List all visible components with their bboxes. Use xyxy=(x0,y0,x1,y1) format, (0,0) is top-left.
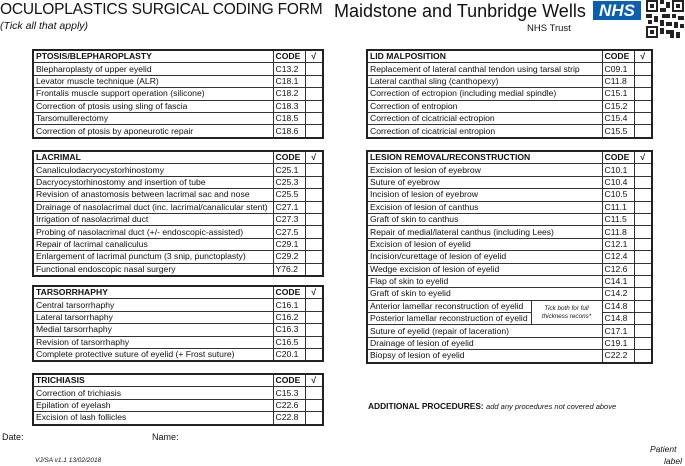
tick-box-checkbox[interactable] xyxy=(634,189,652,201)
procedure-code: C17.1 xyxy=(602,325,634,337)
procedure-code: C18.3 xyxy=(273,100,305,112)
table-row xyxy=(367,238,652,250)
table-row xyxy=(33,251,323,263)
procedure-description: Epilation of eyelash xyxy=(33,399,273,411)
section-title: LESION REMOVAL/RECONSTRUCTION xyxy=(367,151,602,164)
procedure-code: C18.6 xyxy=(273,125,305,138)
table-row xyxy=(367,189,652,201)
tick-box-checkbox[interactable] xyxy=(305,63,323,75)
procedure-description: Graft of skin to canthus xyxy=(367,213,602,225)
table-row xyxy=(367,337,652,349)
procedure-description: Flap of skin to eyelid xyxy=(367,275,602,287)
tick-box-checkbox[interactable] xyxy=(305,75,323,87)
section-title: LACRIMAL xyxy=(33,151,273,164)
tick-box-checkbox[interactable] xyxy=(634,75,652,87)
tick-box-checkbox[interactable] xyxy=(305,164,323,176)
procedure-description: Levator muscle technique (ALR) xyxy=(33,75,273,87)
table-row xyxy=(367,213,652,225)
procedure-description: Drainage of lesion of eyelid xyxy=(367,337,602,349)
procedure-code: C11.1 xyxy=(602,201,634,213)
code-column-header: CODE xyxy=(273,151,305,164)
procedure-code: C16.5 xyxy=(273,336,305,348)
date-label: Date: xyxy=(2,432,24,442)
tick-box-checkbox[interactable] xyxy=(305,412,323,425)
procedure-code: C29.2 xyxy=(273,251,305,263)
tick-column-header: √ xyxy=(305,50,323,63)
procedure-code: C15.5 xyxy=(602,125,634,138)
tick-box-checkbox[interactable] xyxy=(634,226,652,238)
version-text: VJ/SA v1.1 13/02/2018 xyxy=(35,457,102,464)
tick-box-checkbox[interactable] xyxy=(305,238,323,250)
procedure-code: C18.2 xyxy=(273,88,305,100)
table-row xyxy=(33,164,323,176)
procedure-description: Anterior lamellar reconstruction of eyelid xyxy=(367,300,531,312)
procedure-code: C27.5 xyxy=(273,226,305,238)
procedure-code: C15.1 xyxy=(602,88,634,100)
tick-box-checkbox[interactable] xyxy=(305,311,323,323)
code-column-header: CODE xyxy=(602,50,634,63)
table-row xyxy=(33,226,323,238)
tick-box-checkbox[interactable] xyxy=(305,336,323,348)
procedure-description: Correction of ptosis using sling of fascia xyxy=(33,100,273,112)
procedure-code: C12.1 xyxy=(602,238,634,250)
procedure-code: C14.1 xyxy=(602,275,634,287)
procedure-description: Complete protective suture of eyelid (+ Frost suture) xyxy=(33,348,273,361)
table-row xyxy=(33,176,323,188)
tick-box-checkbox[interactable] xyxy=(634,288,652,300)
procedure-description: Correction of ectropion (including medial spindle) xyxy=(367,88,602,100)
procedure-code: C29.1 xyxy=(273,238,305,250)
procedure-code: C15.3 xyxy=(273,387,305,399)
tick-box-checkbox[interactable] xyxy=(634,350,652,363)
procedure-code: C09.1 xyxy=(602,63,634,75)
additional-procedures-label: ADDITIONAL PROCEDURES: xyxy=(368,401,484,411)
procedure-code: C25.5 xyxy=(273,189,305,201)
table-row xyxy=(33,299,323,311)
procedure-code: C15.4 xyxy=(602,112,634,124)
procedure-description: Central tarsorrhaphy xyxy=(33,299,273,311)
name-label: Name: xyxy=(152,432,179,442)
tick-box-checkbox[interactable] xyxy=(305,263,323,276)
section-title: PTOSIS/BLEPHAROPLASTY xyxy=(33,50,273,63)
tick-box-checkbox[interactable] xyxy=(305,88,323,100)
procedure-code: C10.4 xyxy=(602,176,634,188)
tick-box-checkbox[interactable] xyxy=(634,325,652,337)
procedure-code: C16.2 xyxy=(273,311,305,323)
procedure-description: Excision of lesion of eyelid xyxy=(367,238,602,250)
procedure-description: Repair of lacrimal canaliculus xyxy=(33,238,273,250)
procedure-code: C10.5 xyxy=(602,189,634,201)
procedure-description: Correction of cicatricial ectropion xyxy=(367,112,602,124)
procedure-code: C10.1 xyxy=(602,164,634,176)
tick-box-checkbox[interactable] xyxy=(634,176,652,188)
procedure-description: Biopsy of lesion of eyelid xyxy=(367,350,602,363)
table-row xyxy=(33,412,323,425)
tarsorrhaphy-table xyxy=(32,285,324,362)
additional-procedures xyxy=(368,401,616,411)
tick-box-checkbox[interactable] xyxy=(305,100,323,112)
procedure-description: Drainage of nasolacrimal duct (inc. lacrimal/canalicular stent) xyxy=(33,201,273,213)
procedure-code: C19.1 xyxy=(602,337,634,349)
procedure-description: Correction of cicatricial entropion xyxy=(367,125,602,138)
procedure-code: C11.8 xyxy=(602,75,634,87)
procedure-code: C22.2 xyxy=(602,350,634,363)
table-row xyxy=(33,263,323,276)
procedure-code: C13.2 xyxy=(273,63,305,75)
tick-column-header: √ xyxy=(634,151,652,164)
tick-box-checkbox[interactable] xyxy=(634,300,652,312)
tick-column-header: √ xyxy=(305,286,323,299)
qr-code-icon xyxy=(646,0,684,38)
table-row xyxy=(33,387,323,399)
code-column-header: CODE xyxy=(273,374,305,387)
procedure-description: Frontalis muscle support operation (silicone) xyxy=(33,88,273,100)
table-row xyxy=(367,112,652,124)
code-column-header: CODE xyxy=(273,286,305,299)
procedure-code: C12.4 xyxy=(602,251,634,263)
tick-box-checkbox[interactable] xyxy=(305,226,323,238)
tick-box-checkbox[interactable] xyxy=(634,213,652,225)
tick-box-checkbox[interactable] xyxy=(634,251,652,263)
tick-box-checkbox[interactable] xyxy=(634,63,652,75)
procedure-code: C16.1 xyxy=(273,299,305,311)
tick-box-checkbox[interactable] xyxy=(305,112,323,124)
procedure-description: Posterior lamellar reconstruction of eyelid xyxy=(367,313,531,325)
trichiasis-table xyxy=(32,373,324,426)
section-title: TARSORRHAPHY xyxy=(33,286,273,299)
procedure-description: Irrigation of nasolacrimal duct xyxy=(33,213,273,225)
table-row xyxy=(367,226,652,238)
table-row xyxy=(367,164,652,176)
table-row xyxy=(367,263,652,275)
procedure-description: Repair of medial/lateral canthus (including Lees) xyxy=(367,226,602,238)
tick-box-checkbox[interactable] xyxy=(305,251,323,263)
procedure-description: Correction of ptosis by aponeurotic repair xyxy=(33,125,273,138)
table-row xyxy=(367,63,652,75)
procedure-description: Suture of eyebrow xyxy=(367,176,602,188)
table-row xyxy=(367,288,652,300)
table-row xyxy=(367,350,652,363)
patient-label-text: Patient xyxy=(650,444,677,454)
procedure-code: C22.8 xyxy=(273,412,305,425)
tick-box-checkbox[interactable] xyxy=(305,399,323,411)
procedure-code: C14.8 xyxy=(602,313,634,325)
trust-suffix: NHS Trust xyxy=(527,23,571,34)
procedure-code: C25.1 xyxy=(273,164,305,176)
table-row xyxy=(33,336,323,348)
tick-box-checkbox[interactable] xyxy=(305,299,323,311)
trust-name: Maidstone and Tunbridge Wells xyxy=(334,1,586,21)
procedure-code: C14.8 xyxy=(602,300,634,312)
procedure-description: Incision/curettage of lesion of eyelid xyxy=(367,251,602,263)
procedure-description: Replacement of lateral canthal tendon using tarsal strip xyxy=(367,63,602,75)
ptosis-table xyxy=(32,49,324,139)
lacrimal-table xyxy=(32,150,324,277)
table-row xyxy=(33,238,323,250)
procedure-description: Excision of lesion of eyebrow xyxy=(367,164,602,176)
procedure-description: Revision of tarsorrhaphy xyxy=(33,336,273,348)
procedure-code: C16.3 xyxy=(273,324,305,336)
tick-box-checkbox[interactable] xyxy=(305,189,323,201)
tick-box-checkbox[interactable] xyxy=(634,201,652,213)
procedure-description: Graft of skin to eyelid xyxy=(367,288,602,300)
tick-box-checkbox[interactable] xyxy=(305,387,323,399)
procedure-description: Incision of lesion of eyebrow xyxy=(367,189,602,201)
table-row xyxy=(33,100,323,112)
tick-box-checkbox[interactable] xyxy=(634,313,652,325)
tick-box-checkbox[interactable] xyxy=(305,201,323,213)
table-row xyxy=(33,324,323,336)
procedure-description: Canaliculodacryocystorhinostomy xyxy=(33,164,273,176)
tick-box-checkbox[interactable] xyxy=(634,100,652,112)
tick-box-checkbox[interactable] xyxy=(305,125,323,138)
procedure-description: Correction of trichiasis xyxy=(33,387,273,399)
procedure-description: Functional endoscopic nasal surgery xyxy=(33,263,273,276)
table-row xyxy=(33,189,323,201)
full-thickness-note: Tick both for full thickness recons* xyxy=(531,300,602,325)
procedure-description: Dacryocystorhinostomy and insertion of tube xyxy=(33,176,273,188)
table-row xyxy=(33,112,323,124)
procedure-code: C12.6 xyxy=(602,263,634,275)
tick-box-checkbox[interactable] xyxy=(305,176,323,188)
tick-box-checkbox[interactable] xyxy=(634,125,652,138)
table-row xyxy=(33,348,323,361)
tick-box-checkbox[interactable] xyxy=(305,348,323,361)
procedure-description: Lateral tarsorrhaphy xyxy=(33,311,273,323)
table-row xyxy=(367,300,652,312)
table-header-row xyxy=(367,151,652,164)
procedure-description: Enlargement of lacrimal punctum (3 snip, punctoplasty) xyxy=(33,251,273,263)
table-row xyxy=(367,313,652,325)
table-row xyxy=(33,399,323,411)
tick-box-checkbox[interactable] xyxy=(634,263,652,275)
table-header-row xyxy=(33,286,323,299)
table-row xyxy=(33,63,323,75)
procedure-code: C27.1 xyxy=(273,201,305,213)
table-header-row xyxy=(367,50,652,63)
procedure-description: Excision of lash follicles xyxy=(33,412,273,425)
procedure-description: Probing of nasolacrimal duct (+/- endoscopic-assisted) xyxy=(33,226,273,238)
procedure-code: C15.2 xyxy=(602,100,634,112)
tick-box-checkbox[interactable] xyxy=(634,238,652,250)
procedure-description: Medial tarsorrhaphy xyxy=(33,324,273,336)
procedure-code: C14.2 xyxy=(602,288,634,300)
table-header-row xyxy=(33,374,323,387)
table-row xyxy=(367,201,652,213)
table-row xyxy=(33,201,323,213)
procedure-code: Y76.2 xyxy=(273,263,305,276)
procedure-description: Suture of eyelid (repair of laceration) xyxy=(367,325,602,337)
lid-table xyxy=(366,49,653,139)
code-column-header: CODE xyxy=(602,151,634,164)
tick-box-checkbox[interactable] xyxy=(634,88,652,100)
table-row xyxy=(367,176,652,188)
table-row xyxy=(367,125,652,138)
section-title: TRICHIASIS xyxy=(33,374,273,387)
procedure-code: C25.3 xyxy=(273,176,305,188)
tick-column-header: √ xyxy=(634,50,652,63)
tick-box-checkbox[interactable] xyxy=(305,213,323,225)
patient-label-text-2: label xyxy=(664,456,682,466)
form-subtitle: (Tick all that apply) xyxy=(0,20,89,32)
procedure-code: C20.1 xyxy=(273,348,305,361)
procedure-description: Blepharoplasty of upper eyelid xyxy=(33,63,273,75)
tick-box-checkbox[interactable] xyxy=(634,275,652,287)
table-row xyxy=(33,213,323,225)
tick-box-checkbox[interactable] xyxy=(634,112,652,124)
tick-box-checkbox[interactable] xyxy=(634,337,652,349)
tick-column-header: √ xyxy=(305,151,323,164)
procedure-code: C18.1 xyxy=(273,75,305,87)
section-title: LID MALPOSITION xyxy=(367,50,602,63)
table-row xyxy=(33,88,323,100)
code-column-header: CODE xyxy=(273,50,305,63)
additional-procedures-hint: add any procedures not covered above xyxy=(486,402,617,411)
procedure-description: Correction of entropion xyxy=(367,100,602,112)
procedure-code: C11.8 xyxy=(602,226,634,238)
procedure-code: C11.5 xyxy=(602,213,634,225)
nhs-logo: NHS xyxy=(593,1,641,20)
procedure-description: Excision of lesion of canthus xyxy=(367,201,602,213)
tick-box-checkbox[interactable] xyxy=(305,324,323,336)
table-row xyxy=(367,75,652,87)
form-title: OCULOPLASTICS SURGICAL CODING FORM xyxy=(0,1,323,18)
table-header-row xyxy=(33,50,323,63)
table-row xyxy=(33,75,323,87)
procedure-code: C18.5 xyxy=(273,112,305,124)
tick-column-header: √ xyxy=(305,374,323,387)
table-row xyxy=(367,325,652,337)
lesion-table xyxy=(366,150,653,364)
table-row xyxy=(367,100,652,112)
table-row xyxy=(33,125,323,138)
table-header-row xyxy=(33,151,323,164)
table-row xyxy=(367,251,652,263)
procedure-description: Revision of anastomosis between lacrimal sac and nose xyxy=(33,189,273,201)
procedure-code: C27.3 xyxy=(273,213,305,225)
procedure-description: Wedge excision of lesion of eyelid xyxy=(367,263,602,275)
table-row xyxy=(367,275,652,287)
procedure-description: Tarsomullerectomy xyxy=(33,112,273,124)
tick-box-checkbox[interactable] xyxy=(634,164,652,176)
table-row xyxy=(33,311,323,323)
procedure-code: C22.6 xyxy=(273,399,305,411)
table-row xyxy=(367,88,652,100)
procedure-description: Lateral canthal sling (canthopexy) xyxy=(367,75,602,87)
